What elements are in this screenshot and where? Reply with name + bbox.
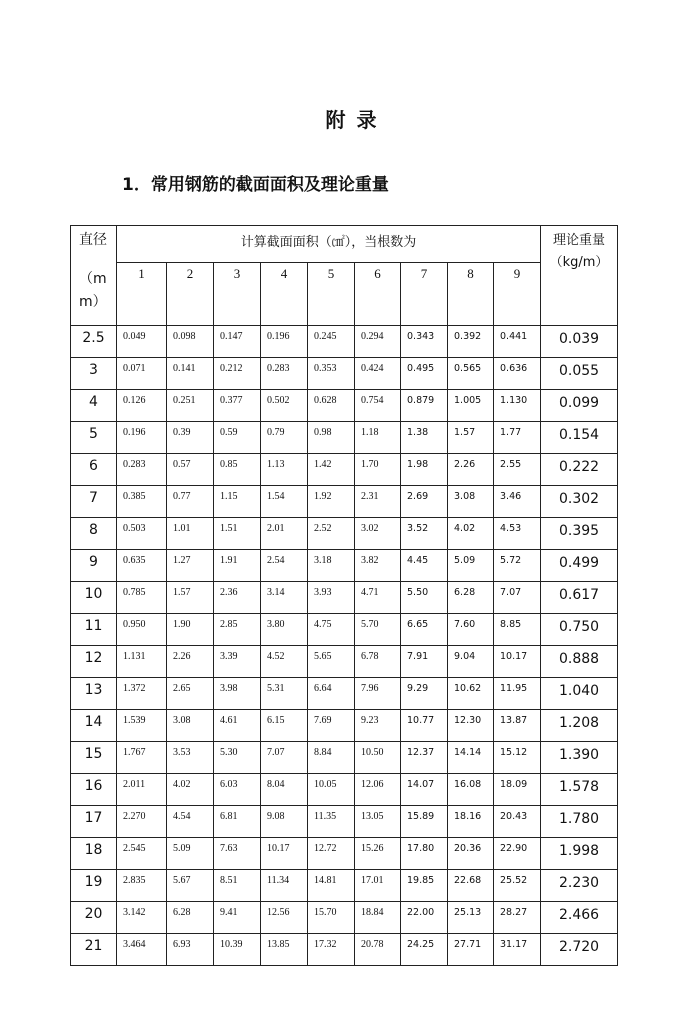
table-row [71,934,618,966]
page-title: 附 录 [325,108,379,132]
area-cell: 0.59 [214,422,261,454]
area-cell: 22.68 [448,870,494,902]
area-cell: 0.071 [117,358,167,390]
area-cell: 2.55 [494,454,541,486]
diameter-cell: 11 [71,614,117,646]
count-header-2: 2 [167,263,214,326]
diameter-cell: 13 [71,678,117,710]
area-cell: 4.52 [261,646,308,678]
area-cell: 17.01 [355,870,401,902]
area-cell: 18.16 [448,806,494,838]
area-cell: 1.372 [117,678,167,710]
area-cell: 13.05 [355,806,401,838]
weight-cell: 0.750 [541,614,618,646]
table-row [71,358,618,390]
weight-cell: 0.154 [541,422,618,454]
area-cell: 0.79 [261,422,308,454]
area-cell: 1.539 [117,710,167,742]
weight-cell: 1.578 [541,774,618,806]
area-cell: 10.17 [494,646,541,678]
area-cell: 7.07 [494,582,541,614]
area-cell: 4.02 [448,518,494,550]
area-cell: 0.754 [355,390,401,422]
area-cell: 7.91 [401,646,448,678]
table-row [71,742,618,774]
area-cell: 3.08 [167,710,214,742]
area-cell: 5.70 [355,614,401,646]
area-cell: 4.71 [355,582,401,614]
diameter-cell: 4 [71,390,117,422]
diameter-header-unit-2: m） [79,294,107,310]
area-cell: 20.78 [355,934,401,966]
diameter-cell: 8 [71,518,117,550]
diameter-cell: 12 [71,646,117,678]
area-cell: 0.57 [167,454,214,486]
area-cell: 8.84 [308,742,355,774]
area-cell: 11.35 [308,806,355,838]
area-cell: 3.52 [401,518,448,550]
area-cell: 12.30 [448,710,494,742]
area-cell: 1.98 [401,454,448,486]
area-cell: 0.294 [355,326,401,358]
area-cell: 0.39 [167,422,214,454]
count-header-9: 9 [494,263,541,326]
count-header-1: 1 [117,263,167,326]
area-cell: 3.14 [261,582,308,614]
area-cell: 28.27 [494,902,541,934]
area-cell: 5.09 [448,550,494,582]
area-cell: 8.04 [261,774,308,806]
area-cell: 0.126 [117,390,167,422]
header-row-2 [71,263,618,326]
count-header-8: 8 [448,263,494,326]
area-cell: 1.01 [167,518,214,550]
area-cell: 2.54 [261,550,308,582]
area-cell: 1.91 [214,550,261,582]
area-cell: 4.54 [167,806,214,838]
area-cell: 25.13 [448,902,494,934]
table-body [71,226,618,966]
area-cell: 1.51 [214,518,261,550]
weight-cell: 0.617 [541,582,618,614]
count-header-7: 7 [401,263,448,326]
area-cell: 10.77 [401,710,448,742]
area-cell: 7.63 [214,838,261,870]
rebar-table [70,225,618,966]
area-cell: 6.78 [355,646,401,678]
area-cell: 4.45 [401,550,448,582]
area-cell: 0.196 [261,326,308,358]
table-row [71,710,618,742]
area-header: 计算截面面积（㎠），当根数为 [117,226,541,263]
table-row [71,678,618,710]
weight-cell: 2.720 [541,934,618,966]
table-row [71,518,618,550]
diameter-cell: 17 [71,806,117,838]
area-cell: 24.25 [401,934,448,966]
area-cell: 11.34 [261,870,308,902]
area-cell: 3.02 [355,518,401,550]
area-cell: 6.93 [167,934,214,966]
area-cell: 1.57 [167,582,214,614]
diameter-cell: 19 [71,870,117,902]
weight-cell: 0.395 [541,518,618,550]
weight-cell: 0.039 [541,326,618,358]
weight-cell: 0.302 [541,486,618,518]
area-cell: 0.950 [117,614,167,646]
area-cell: 10.05 [308,774,355,806]
area-cell: 18.09 [494,774,541,806]
area-cell: 5.67 [167,870,214,902]
table-row [71,454,618,486]
area-cell: 5.65 [308,646,355,678]
area-cell: 4.02 [167,774,214,806]
table-row [71,486,618,518]
area-cell: 10.50 [355,742,401,774]
area-cell: 2.011 [117,774,167,806]
area-cell: 3.39 [214,646,261,678]
area-cell: 1.77 [494,422,541,454]
area-cell: 2.270 [117,806,167,838]
area-cell: 0.85 [214,454,261,486]
area-cell: 0.147 [214,326,261,358]
table-row [71,326,618,358]
area-cell: 18.84 [355,902,401,934]
weight-cell: 1.390 [541,742,618,774]
area-cell: 0.343 [401,326,448,358]
area-cell: 4.61 [214,710,261,742]
weight-cell: 2.230 [541,870,618,902]
diameter-header-label: 直径 [79,232,107,248]
table-row [71,838,618,870]
area-cell: 13.87 [494,710,541,742]
diameter-cell: 6 [71,454,117,486]
area-cell: 6.65 [401,614,448,646]
area-cell: 2.65 [167,678,214,710]
area-cell: 5.30 [214,742,261,774]
area-cell: 0.141 [167,358,214,390]
diameter-cell: 2.5 [71,326,117,358]
table-row [71,390,618,422]
diameter-header [71,226,117,326]
diameter-cell: 5 [71,422,117,454]
table-row [71,582,618,614]
area-cell: 0.628 [308,390,355,422]
area-cell: 7.69 [308,710,355,742]
area-cell: 0.503 [117,518,167,550]
weight-cell: 0.222 [541,454,618,486]
area-cell: 1.15 [214,486,261,518]
area-cell: 2.835 [117,870,167,902]
diameter-cell: 18 [71,838,117,870]
section-heading: 1．常用钢筋的截面面积及理论重量 [122,175,389,195]
weight-cell: 0.099 [541,390,618,422]
area-cell: 8.51 [214,870,261,902]
area-cell: 10.17 [261,838,308,870]
area-cell: 20.43 [494,806,541,838]
diameter-cell: 10 [71,582,117,614]
diameter-cell: 20 [71,902,117,934]
area-cell: 27.71 [448,934,494,966]
area-cell: 6.28 [167,902,214,934]
area-cell: 6.81 [214,806,261,838]
area-cell: 3.82 [355,550,401,582]
area-cell: 0.879 [401,390,448,422]
area-cell: 0.635 [117,550,167,582]
area-cell: 0.424 [355,358,401,390]
area-cell: 8.85 [494,614,541,646]
area-cell: 11.95 [494,678,541,710]
area-cell: 0.283 [261,358,308,390]
area-cell: 15.12 [494,742,541,774]
area-cell: 3.80 [261,614,308,646]
area-cell: 5.31 [261,678,308,710]
area-cell: 1.18 [355,422,401,454]
area-cell: 9.04 [448,646,494,678]
area-cell: 2.26 [448,454,494,486]
table-row [71,422,618,454]
weight-cell: 1.040 [541,678,618,710]
area-cell: 15.26 [355,838,401,870]
table-row [71,806,618,838]
weight-cell: 0.055 [541,358,618,390]
count-header-4: 4 [261,263,308,326]
diameter-cell: 3 [71,358,117,390]
area-cell: 1.54 [261,486,308,518]
area-cell: 0.392 [448,326,494,358]
diameter-cell: 14 [71,710,117,742]
area-cell: 3.53 [167,742,214,774]
header-row-1 [71,226,618,263]
area-cell: 6.28 [448,582,494,614]
table-row [71,774,618,806]
area-cell: 7.96 [355,678,401,710]
area-cell: 7.07 [261,742,308,774]
area-cell: 3.18 [308,550,355,582]
area-cell: 22.00 [401,902,448,934]
area-cell: 1.70 [355,454,401,486]
area-cell: 3.93 [308,582,355,614]
area-cell: 2.52 [308,518,355,550]
area-cell: 0.502 [261,390,308,422]
area-cell: 0.495 [401,358,448,390]
area-cell: 3.08 [448,486,494,518]
weight-cell: 1.998 [541,838,618,870]
area-cell: 0.049 [117,326,167,358]
area-cell: 12.06 [355,774,401,806]
area-cell: 9.41 [214,902,261,934]
area-cell: 14.14 [448,742,494,774]
area-cell: 14.07 [401,774,448,806]
area-cell: 0.353 [308,358,355,390]
weight-cell: 0.888 [541,646,618,678]
area-cell: 5.09 [167,838,214,870]
area-cell: 0.251 [167,390,214,422]
diameter-header-unit-1: （m [79,271,107,287]
area-cell: 9.29 [401,678,448,710]
area-cell: 2.36 [214,582,261,614]
area-cell: 17.32 [308,934,355,966]
weight-cell: 0.499 [541,550,618,582]
table-row [71,646,618,678]
area-cell: 1.005 [448,390,494,422]
count-header-5: 5 [308,263,355,326]
area-cell: 1.42 [308,454,355,486]
table-row [71,902,618,934]
area-cell: 1.57 [448,422,494,454]
diameter-cell: 21 [71,934,117,966]
area-cell: 0.196 [117,422,167,454]
area-cell: 15.89 [401,806,448,838]
area-cell: 0.283 [117,454,167,486]
area-cell: 1.92 [308,486,355,518]
area-cell: 0.636 [494,358,541,390]
area-cell: 2.31 [355,486,401,518]
area-cell: 0.785 [117,582,167,614]
area-cell: 0.98 [308,422,355,454]
weight-header [541,226,618,326]
table-row [71,870,618,902]
area-cell: 2.69 [401,486,448,518]
area-cell: 5.50 [401,582,448,614]
area-cell: 6.03 [214,774,261,806]
count-header-3: 3 [214,263,261,326]
count-header-6: 6 [355,263,401,326]
area-cell: 1.38 [401,422,448,454]
weight-cell: 1.780 [541,806,618,838]
area-cell: 3.142 [117,902,167,934]
area-cell: 3.464 [117,934,167,966]
area-cell: 6.64 [308,678,355,710]
area-cell: 1.130 [494,390,541,422]
area-cell: 10.62 [448,678,494,710]
area-cell: 0.565 [448,358,494,390]
area-cell: 3.98 [214,678,261,710]
area-cell: 12.37 [401,742,448,774]
weight-cell: 2.466 [541,902,618,934]
area-cell: 1.90 [167,614,214,646]
diameter-cell: 7 [71,486,117,518]
area-cell: 1.13 [261,454,308,486]
weight-cell: 1.208 [541,710,618,742]
area-cell: 22.90 [494,838,541,870]
area-cell: 31.17 [494,934,541,966]
area-cell: 10.39 [214,934,261,966]
weight-header-unit: （kg/m） [549,255,609,270]
area-cell: 20.36 [448,838,494,870]
area-cell: 1.27 [167,550,214,582]
area-cell: 6.15 [261,710,308,742]
diameter-cell: 16 [71,774,117,806]
area-cell: 5.72 [494,550,541,582]
area-cell: 15.70 [308,902,355,934]
area-cell: 13.85 [261,934,308,966]
area-cell: 9.23 [355,710,401,742]
area-cell: 14.81 [308,870,355,902]
table-row [71,614,618,646]
table-row [71,550,618,582]
area-cell: 0.77 [167,486,214,518]
area-cell: 12.72 [308,838,355,870]
area-cell: 1.767 [117,742,167,774]
area-cell: 2.545 [117,838,167,870]
area-cell: 0.098 [167,326,214,358]
diameter-cell: 15 [71,742,117,774]
area-cell: 19.85 [401,870,448,902]
area-cell: 0.245 [308,326,355,358]
weight-header-label: 理论重量 [553,233,606,248]
area-cell: 25.52 [494,870,541,902]
area-cell: 2.85 [214,614,261,646]
area-cell: 2.26 [167,646,214,678]
area-cell: 4.53 [494,518,541,550]
area-cell: 4.75 [308,614,355,646]
area-cell: 9.08 [261,806,308,838]
area-cell: 1.131 [117,646,167,678]
area-cell: 12.56 [261,902,308,934]
area-cell: 0.385 [117,486,167,518]
area-cell: 7.60 [448,614,494,646]
area-cell: 2.01 [261,518,308,550]
area-cell: 0.377 [214,390,261,422]
area-cell: 0.441 [494,326,541,358]
area-cell: 3.46 [494,486,541,518]
diameter-cell: 9 [71,550,117,582]
area-cell: 0.212 [214,358,261,390]
area-cell: 17.80 [401,838,448,870]
area-cell: 16.08 [448,774,494,806]
